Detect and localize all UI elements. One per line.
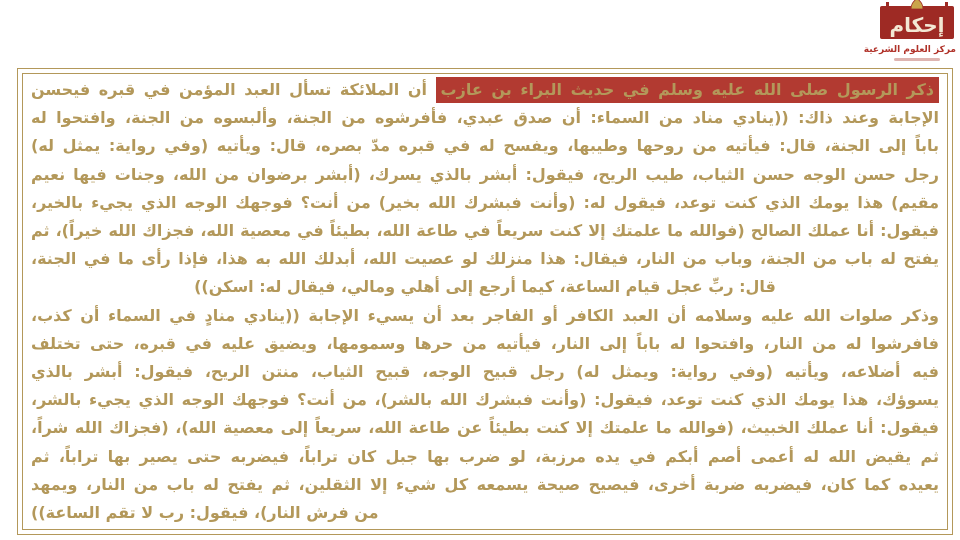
logo-subtitle: مركز العلوم الشرعية (863, 45, 956, 55)
hadith-line: مقيم) هذا يومك الذي كنت توعد، فيقول له: (وأنت فبشرك الله بخير) من أنت؟ فوجهك الوجه الذي يجيء بالخير، (31, 192, 939, 212)
hadith-line: فيقول: أنا عملك الخبيث، (فوالله ما علمتك إلا كنت بطيئاً عن طاعة الله، سريعاً إلى معصية الله)، (فجزاك الله شراً، (31, 418, 939, 438)
hadith-line: ذكر الرسول صلى الله عليه وسلم في حديث البراء بن عازب أن الملائكة تسأل العبد المؤمن في قبره فيحسن (31, 76, 939, 104)
document-frame (17, 68, 953, 535)
hadith-line: يفتح له باب من الجنة، وباب من النار، فيقال: هذا منزلك لو عصيت الله، أبدلك الله به هذا، فإذا رأى ما في الجنة، (31, 249, 939, 269)
hadith-line: الإجابة وعند ذاك: ((ينادي مناد من السماء: أن صدق عبدي، فأفرشوه من الجنة، وألبسوه من الجنة، وافتحوا له (31, 108, 939, 128)
hadith-line: يسوؤك، هذا يومك الذي كنت توعد، فيقول: (وأنت فبشرك الله بالشر)، من أنت؟ فوجهك الوجه الذي يجيء بالشر، (31, 390, 939, 410)
document-frame-inner (22, 73, 948, 530)
logo-tagline (894, 58, 940, 61)
hadith-line: باباً إلى الجنة، قال: فيأتيه من روحها وطيبها، ويفسح له في قبره مدّ بصره، قال: ويأتيه (وفي رواية: يمثل له) (31, 136, 939, 156)
logo (863, 2, 956, 61)
hadith-line: يعيده كما كان، فيضربه ضربة أخرى، فيصيح صيحة يسمعه كل شيء إلا الثقلين، ثم يفتح له باب من النار، ويمهد (31, 474, 939, 494)
hadith-line: فيقول: أنا عملك الصالح (فوالله ما علمتك إلا كنت سريعاً في طاعة الله، بطيئاً في معصية الله، فجزاك الله خيراً)، ثم (31, 221, 939, 241)
logo-box (880, 6, 954, 39)
hadith-text-block (31, 76, 939, 527)
hadith-line: رجل حسن الوجه حسن الثياب، طيب الريح، فيقول: أبشر بالذي يسرك، (أبشر برضوان من الله، وجنات فيها نعيم (31, 164, 939, 184)
highlighted-phrase: ذكر الرسول صلى الله عليه وسلم في حديث البراء بن عازب (436, 77, 939, 103)
logo-title: إحكام (889, 12, 945, 37)
hadith-line: قال: ربِّ عجل قيام الساعة، كيما أرجع إلى أهلي ومالي، فيقال له: اسكن)) (194, 277, 776, 297)
mosque-dome-icon (907, 0, 927, 9)
hadith-line: فافرشوا له من النار، وافتحوا له باباً إلى النار، فيأتيه من حرها وسمومها، ويضيق عليه في قبره، حتى تختلف (31, 333, 939, 353)
minaret-finial-icon (945, 2, 948, 6)
hadith-line: وذكر صلوات الله عليه وسلامه أن العبد الكافر أو الفاجر بعد أن يسيء الإجابة ((ينادي منادٍ في السماء أن كذب، (31, 305, 939, 325)
minaret-finial-icon (886, 2, 889, 6)
hadith-line: فيه أضلاعه، ويأتيه (وفي رواية: ويمثل له) رجل قبيح الوجه، قبيح الثياب، منتن الريح، فيقول: أبشر بالذي (31, 362, 939, 382)
hadith-line: من فرش النار)، فيقول: رب لا تقم الساعة)) (31, 503, 379, 523)
hadith-line: ثم يقيض الله له أعمى أصم أبكم في يده مرزبة، لو ضرب بها جبل كان تراباً، فيضربه حتى يصير بها تراباً، ثم (31, 446, 939, 466)
